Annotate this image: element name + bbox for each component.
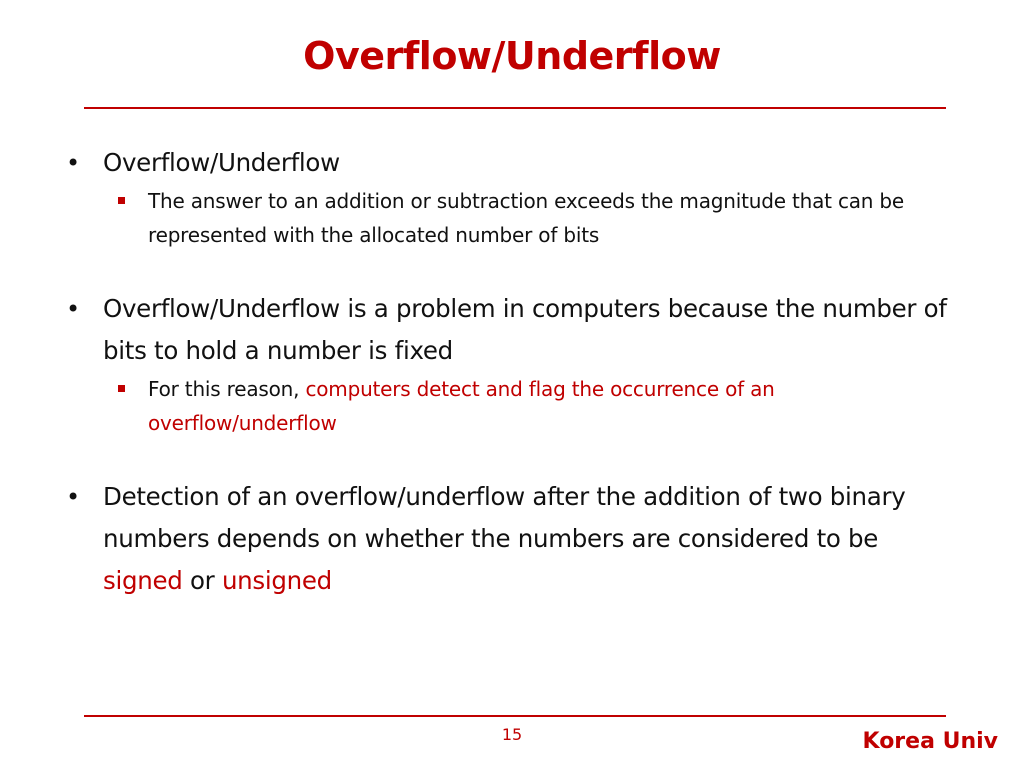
bullet-2-text: Overflow/Underflow is a problem in computers because the number of bits to hold a number is fixed [103, 294, 947, 365]
square-bullet-icon [118, 385, 125, 392]
bullet-item-1 [64, 142, 964, 184]
sub-bullet-1-text: The answer to an addition or subtraction exceeds the magnitude that can be represented with the allocated number of bits [148, 189, 905, 247]
bullet-3-highlight-signed: signed [103, 566, 183, 595]
footer-brand: Korea Univ [862, 729, 998, 754]
bullet-3-prefix: Detection of an overflow/underflow after the addition of two binary numbers depends on whether the numbers are considered to be [103, 482, 906, 553]
bullet-dot-icon: • [66, 483, 80, 511]
title-divider [84, 107, 946, 109]
bullet-dot-icon: • [66, 295, 80, 323]
page-number: 15 [501, 725, 523, 744]
bullet-1-text: Overflow/Underflow [103, 148, 340, 177]
bullet-item-3 [64, 476, 964, 602]
sub-bullet-2-highlight: computers detect and flag the occurrence of an overflow/underflow [148, 377, 775, 435]
sub-bullet-item-2 [64, 372, 964, 440]
slide-title: Overflow/Underflow [303, 34, 721, 78]
sub-bullet-item-1 [64, 184, 964, 252]
square-bullet-icon [118, 197, 125, 204]
sub-bullet-2-prefix: For this reason, [148, 377, 306, 401]
bullet-item-2 [64, 288, 964, 372]
bullet-3-highlight-unsigned: unsigned [221, 566, 332, 595]
bullet-dot-icon: • [66, 149, 80, 177]
slide-body [64, 142, 964, 602]
footer-divider [84, 715, 946, 717]
bullet-3-middle: or [182, 566, 222, 595]
